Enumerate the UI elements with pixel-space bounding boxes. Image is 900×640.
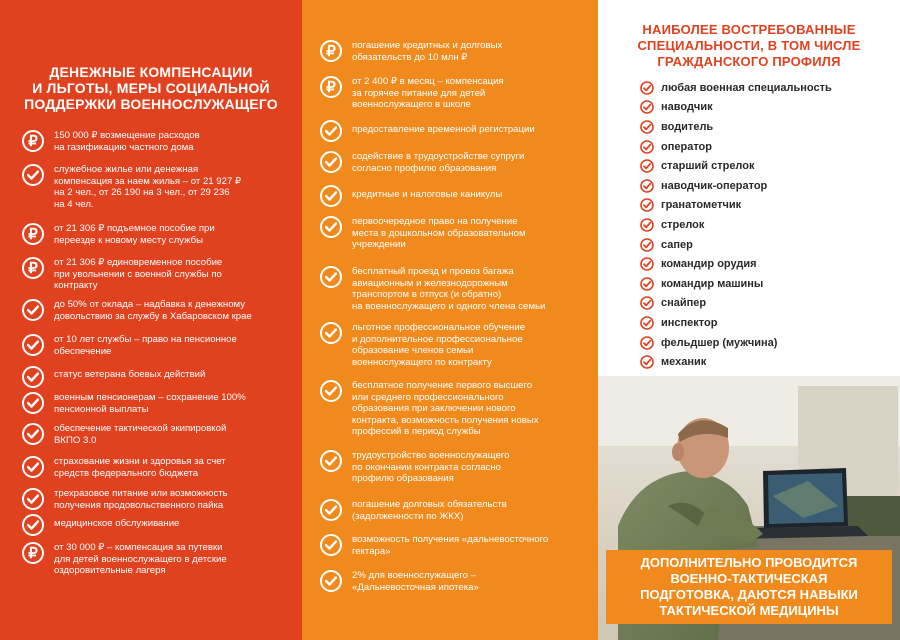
- specialty-label: командир машины: [661, 277, 764, 290]
- ruble-icon: ₽: [22, 542, 44, 564]
- benefit-item: [320, 570, 592, 593]
- benefit-text: 2% для военнослужащего – «Дальневосточная ипотека»: [352, 570, 479, 593]
- specialty-label: снайпер: [661, 297, 707, 310]
- check-icon: [22, 514, 44, 536]
- specialty-item: [640, 215, 890, 235]
- benefit-item: [320, 322, 592, 368]
- check-icon: [22, 456, 44, 478]
- check-icon: [320, 266, 342, 288]
- specialty-label: стрелок: [661, 218, 705, 231]
- check-icon: [22, 392, 44, 414]
- specialty-item: [640, 196, 890, 216]
- check-icon: [22, 334, 44, 356]
- benefit-text: кредитные и налоговые каникулы: [352, 189, 503, 200]
- check-icon: [640, 198, 654, 212]
- specialty-label: инспектор: [661, 316, 718, 329]
- benefit-text: трехразовое питание или возможность получения продовольственного пайка: [54, 488, 228, 511]
- benefit-text: обеспечение тактической экипировкой ВКПО 3.0: [54, 423, 227, 446]
- benefit-text: от 21 306 ₽ единовременное пособие при увольнении с военной службы по контракту: [54, 257, 223, 291]
- benefit-text: статус ветерана боевых действий: [54, 369, 206, 380]
- specialty-item: [640, 274, 890, 294]
- benefits-title: ДЕНЕЖНЫЕ КОМПЕНСАЦИИ И ЛЬГОТЫ, МЕРЫ СОЦИАЛЬНОЙ ПОДДЕРЖКИ ВОЕННОСЛУЖАЩЕГО: [24, 64, 278, 112]
- check-icon: [320, 450, 342, 472]
- specialty-item: [640, 254, 890, 274]
- check-icon: [640, 100, 654, 114]
- check-icon: [640, 140, 654, 154]
- check-icon: [640, 296, 654, 310]
- benefit-item: [320, 40, 592, 63]
- specialty-label: механик: [661, 356, 707, 369]
- specialty-item: [640, 294, 890, 314]
- benefit-text: служебное жилье или денежная компенсация за наем жилья – от 21 927 ₽ на 2 чел., от 26 190 на 3 чел., от 29 236 на 4 чел.: [54, 164, 242, 210]
- benefits-column-2: [302, 0, 598, 640]
- check-icon: [640, 355, 654, 369]
- specialty-label: командир орудия: [661, 258, 757, 271]
- benefit-text: трудоустройство военнослужащего по окончании контракта согласно профилю образования: [352, 450, 510, 484]
- benefit-item: [320, 216, 592, 251]
- benefit-item: [22, 334, 294, 357]
- check-icon: [640, 218, 654, 232]
- benefit-item: [22, 299, 294, 322]
- benefit-item: [320, 185, 592, 207]
- specialty-item: [640, 313, 890, 333]
- specialty-item: [640, 156, 890, 176]
- specialty-item: [640, 176, 890, 196]
- benefit-item: [22, 542, 294, 577]
- specialties-title: НАИБОЛЕЕ ВОСТРЕБОВАННЫЕ СПЕЦИАЛЬНОСТИ, В ТОМ ЧИСЛЕ ГРАЖДАНСКОГО ПРОФИЛЯ: [637, 22, 861, 69]
- benefit-text: льготное профессиональное обучение и дополнительное профессиональное образование членов семьи военнослужащего по контракту: [352, 322, 526, 368]
- benefit-item: [320, 499, 592, 522]
- specialty-item: [640, 352, 890, 372]
- benefit-item: [22, 488, 294, 511]
- benefit-item: [320, 151, 592, 174]
- benefit-text: бесплатный проезд и провоз багажа авиационным и железнодорожным транспортом в отпуск (и обратно) на военнослужащего и одного члена семьи: [352, 266, 546, 312]
- specialty-label: любая военная специальность: [661, 81, 832, 94]
- check-icon: [22, 366, 44, 388]
- check-icon: [320, 216, 342, 238]
- training-banner: ДОПОЛНИТЕЛЬНО ПРОВОДИТСЯ ВОЕННО-ТАКТИЧЕСКАЯ ПОДГОТОВКА, ДАЮТСЯ НАВЫКИ ТАКТИЧЕСКОЙ МЕДИЦИНЫ: [606, 550, 892, 624]
- specialty-label: наводчик-оператор: [661, 179, 768, 192]
- benefit-item: [22, 130, 294, 153]
- check-icon: [640, 277, 654, 291]
- benefits-column: [0, 0, 302, 640]
- specialties-column: [598, 0, 900, 640]
- benefit-item: [320, 266, 592, 312]
- check-icon: [640, 159, 654, 173]
- benefit-item: [320, 120, 592, 142]
- benefit-item: [22, 257, 294, 292]
- benefit-item: [320, 76, 592, 111]
- specialty-item: [640, 117, 890, 137]
- check-icon: [640, 336, 654, 350]
- benefit-text: 150 000 ₽ возмещение расходов на газификацию частного дома: [54, 130, 200, 153]
- ruble-icon: ₽: [320, 40, 342, 62]
- benefit-text: страхование жизни и здоровья за счет средств федерального бюджета: [54, 456, 226, 479]
- ruble-icon: ₽: [22, 257, 44, 279]
- check-icon: [640, 257, 654, 271]
- ruble-icon: ₽: [320, 76, 342, 98]
- benefit-text: возможность получения «дальневосточного гектара»: [352, 534, 549, 557]
- check-icon: [320, 120, 342, 142]
- benefit-text: первоочередное право на получение места в дошкольном образовательном учреждении: [352, 216, 526, 250]
- benefit-item: [22, 392, 294, 415]
- specialties-list: [640, 78, 890, 372]
- specialty-item: [640, 235, 890, 255]
- check-icon: [320, 322, 342, 344]
- specialty-label: сапер: [661, 238, 693, 251]
- benefit-item: [320, 534, 592, 557]
- benefit-item: [320, 380, 592, 438]
- check-icon: [640, 120, 654, 134]
- check-icon: [320, 151, 342, 173]
- check-icon: [640, 238, 654, 252]
- specialty-label: водитель: [661, 120, 714, 133]
- check-icon: [640, 316, 654, 330]
- benefit-text: от 10 лет службы – право на пенсионное обеспечение: [54, 334, 237, 357]
- benefit-item: [22, 223, 294, 246]
- benefit-item: [22, 164, 294, 210]
- check-icon: [320, 570, 342, 592]
- ruble-icon: ₽: [22, 130, 44, 152]
- specialty-item: [640, 137, 890, 157]
- specialty-item: [640, 78, 890, 98]
- check-icon: [320, 380, 342, 402]
- benefit-text: погашение кредитных и долговых обязательств до 10 млн ₽: [352, 40, 503, 63]
- benefit-text: предоставление временной регистрации: [352, 124, 535, 135]
- specialty-label: наводчик: [661, 101, 713, 114]
- benefit-text: бесплатное получение первого высшего или среднего профессионального образования при заключении нового контракта, возможность получения новых профессий в период службы: [352, 380, 539, 437]
- benefit-text: военным пенсионерам – сохранение 100% пенсионной выплаты: [54, 392, 246, 415]
- specialty-label: гранатометчик: [661, 199, 742, 212]
- specialty-item: [640, 98, 890, 118]
- benefit-text: погашение долговых обязательств (задолженности по ЖКХ): [352, 499, 507, 522]
- check-icon: [22, 423, 44, 445]
- benefit-text: до 50% от оклада – надбавка к денежному довольствию за службу в Хабаровском крае: [54, 299, 252, 322]
- check-icon: [22, 299, 44, 321]
- check-icon: [320, 185, 342, 207]
- check-icon: [320, 499, 342, 521]
- benefit-text: медицинское обслуживание: [54, 518, 180, 529]
- ruble-icon: ₽: [22, 223, 44, 245]
- benefit-text: от 2 400 ₽ в месяц – компенсация за горячее питание для детей военнослужащего в школе: [352, 76, 504, 110]
- specialty-label: фельдшер (мужчина): [661, 336, 778, 349]
- check-icon: [22, 164, 44, 186]
- benefit-item: [22, 456, 294, 479]
- check-icon: [640, 179, 654, 193]
- specialty-label: старший стрелок: [661, 160, 755, 173]
- check-icon: [22, 488, 44, 510]
- benefit-item: [22, 366, 294, 388]
- benefit-text: от 21 306 ₽ подъемное пособие при переезде к новому месту службы: [54, 223, 215, 246]
- check-icon: [640, 81, 654, 95]
- specialty-item: [640, 333, 890, 353]
- benefit-text: от 30 000 ₽ – компенсация за путевки для детей военнослужащего в детские оздоровительные лагеря: [54, 542, 227, 576]
- specialty-label: оператор: [661, 140, 712, 153]
- benefit-item: [320, 450, 592, 485]
- benefit-text: содействие в трудоустройстве супруги согласно профилю образования: [352, 151, 525, 174]
- benefit-item: [22, 423, 294, 446]
- benefit-item: [22, 514, 294, 536]
- check-icon: [320, 534, 342, 556]
